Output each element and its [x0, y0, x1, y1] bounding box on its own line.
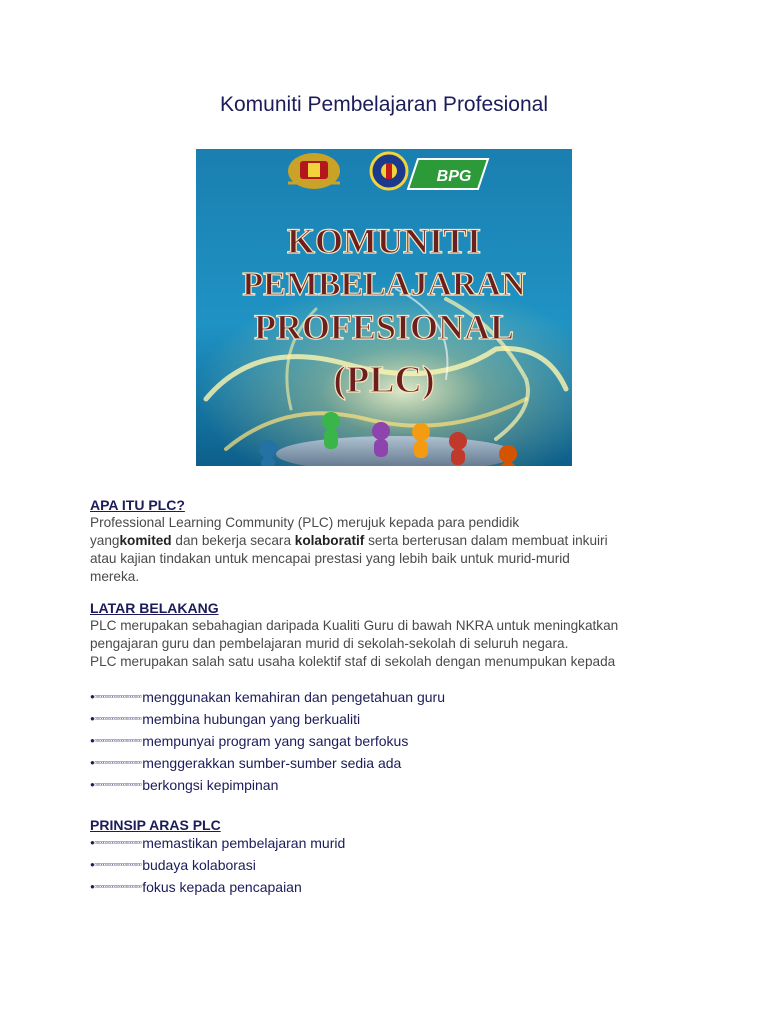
- text-line: PLC merupakan sebahagian daripada Kualiti Guru di bawah NKRA untuk meningkatkan: [90, 618, 619, 633]
- text-line: Professional Learning Community (PLC) merujuk kepada para pendidik: [90, 515, 520, 530]
- svg-text:BPG: BPG: [436, 168, 472, 185]
- list-item: ●▫▫▫▫▫▫▫▫▫▫▫▫▫▫▫▫▫▫▫▫▫menggerakkan sumber-sumber sedia ada: [90, 752, 445, 774]
- ministry-logo-icon: [371, 153, 407, 189]
- list-item: ●▫▫▫▫▫▫▫▫▫▫▫▫▫▫▫▫▫▫▫▫▫menggunakan kemahiran dan pengetahuan guru: [90, 686, 445, 708]
- list-item: ●▫▫▫▫▫▫▫▫▫▫▫▫▫▫▫▫▫▫▫▫▫mempunyai program yang sangat berfokus: [90, 730, 445, 752]
- text-line: PLC merupakan salah satu usaha kolektif staf di sekolah dengan menumpukan kepada: [90, 654, 616, 669]
- latar-belakang-list: [90, 686, 445, 796]
- latar-belakang-paragraph: [90, 617, 690, 671]
- cover-title-line3: PROFESIONAL: [253, 307, 515, 347]
- text-line: atau kajian tindakan untuk mencapai prestasi yang lebih baik untuk murid-murid: [90, 551, 570, 566]
- section-heading-latar-belakang: LATAR BELAKANG: [90, 600, 219, 616]
- cover-title-line2: PEMBELAJARAN: [242, 266, 526, 303]
- bullet-icon: ●▫▫▫▫▫▫▫▫▫▫▫▫▫▫▫▫▫▫▫▫▫: [90, 714, 142, 724]
- bold-term-kolaboratif: kolaboratif: [294, 533, 365, 548]
- bullet-icon: ●▫▫▫▫▫▫▫▫▫▫▫▫▫▫▫▫▫▫▫▫▫: [90, 860, 142, 870]
- text-line: yangkomited dan bekerja secara kolaboratif serta berterusan dalam membuat inkuiri: [90, 533, 608, 548]
- bullet-icon: ●▫▫▫▫▫▫▫▫▫▫▫▫▫▫▫▫▫▫▫▫▫: [90, 692, 142, 702]
- apa-itu-plc-paragraph: [90, 514, 690, 586]
- text-line: mereka.: [90, 569, 140, 584]
- list-item: ●▫▫▫▫▫▫▫▫▫▫▫▫▫▫▫▫▫▫▫▫▫budaya kolaborasi: [90, 854, 345, 876]
- section-heading-apa-itu-plc: APA ITU PLC?: [90, 497, 185, 513]
- bullet-icon: ●▫▫▫▫▫▫▫▫▫▫▫▫▫▫▫▫▫▫▫▫▫: [90, 882, 142, 892]
- list-item: ●▫▫▫▫▫▫▫▫▫▫▫▫▫▫▫▫▫▫▫▫▫berkongsi kepimpinan: [90, 774, 445, 796]
- section-heading-prinsip-aras-plc: PRINSIP ARAS PLC: [90, 817, 221, 833]
- bullet-icon: ●▫▫▫▫▫▫▫▫▫▫▫▫▫▫▫▫▫▫▫▫▫: [90, 838, 142, 848]
- bullet-icon: ●▫▫▫▫▫▫▫▫▫▫▫▫▫▫▫▫▫▫▫▫▫: [90, 780, 142, 790]
- page-title: Komuniti Pembelajaran Profesional: [219, 93, 548, 116]
- cover-title-line4: (PLC): [333, 359, 435, 401]
- prinsip-aras-list: [90, 832, 345, 898]
- bold-term-komited: komited: [119, 533, 172, 548]
- cover-title-line1: KOMUNITI: [286, 221, 482, 261]
- cover-image: [196, 149, 572, 466]
- text-line: pengajaran guru dan pembelajaran murid di sekolah-sekolah di seluruh negara.: [90, 636, 569, 651]
- crest-icon: [288, 153, 340, 189]
- bullet-icon: ●▫▫▫▫▫▫▫▫▫▫▫▫▫▫▫▫▫▫▫▫▫: [90, 758, 142, 768]
- bullet-icon: ●▫▫▫▫▫▫▫▫▫▫▫▫▫▫▫▫▫▫▫▫▫: [90, 736, 142, 746]
- list-item: ●▫▫▫▫▫▫▫▫▫▫▫▫▫▫▫▫▫▫▫▫▫memastikan pembelajaran murid: [90, 832, 345, 854]
- list-item: ●▫▫▫▫▫▫▫▫▫▫▫▫▫▫▫▫▫▫▫▫▫membina hubungan yang berkualiti: [90, 708, 445, 730]
- bpg-logo: [408, 159, 488, 189]
- list-item: ●▫▫▫▫▫▫▫▫▫▫▫▫▫▫▫▫▫▫▫▫▫fokus kepada pencapaian: [90, 876, 345, 898]
